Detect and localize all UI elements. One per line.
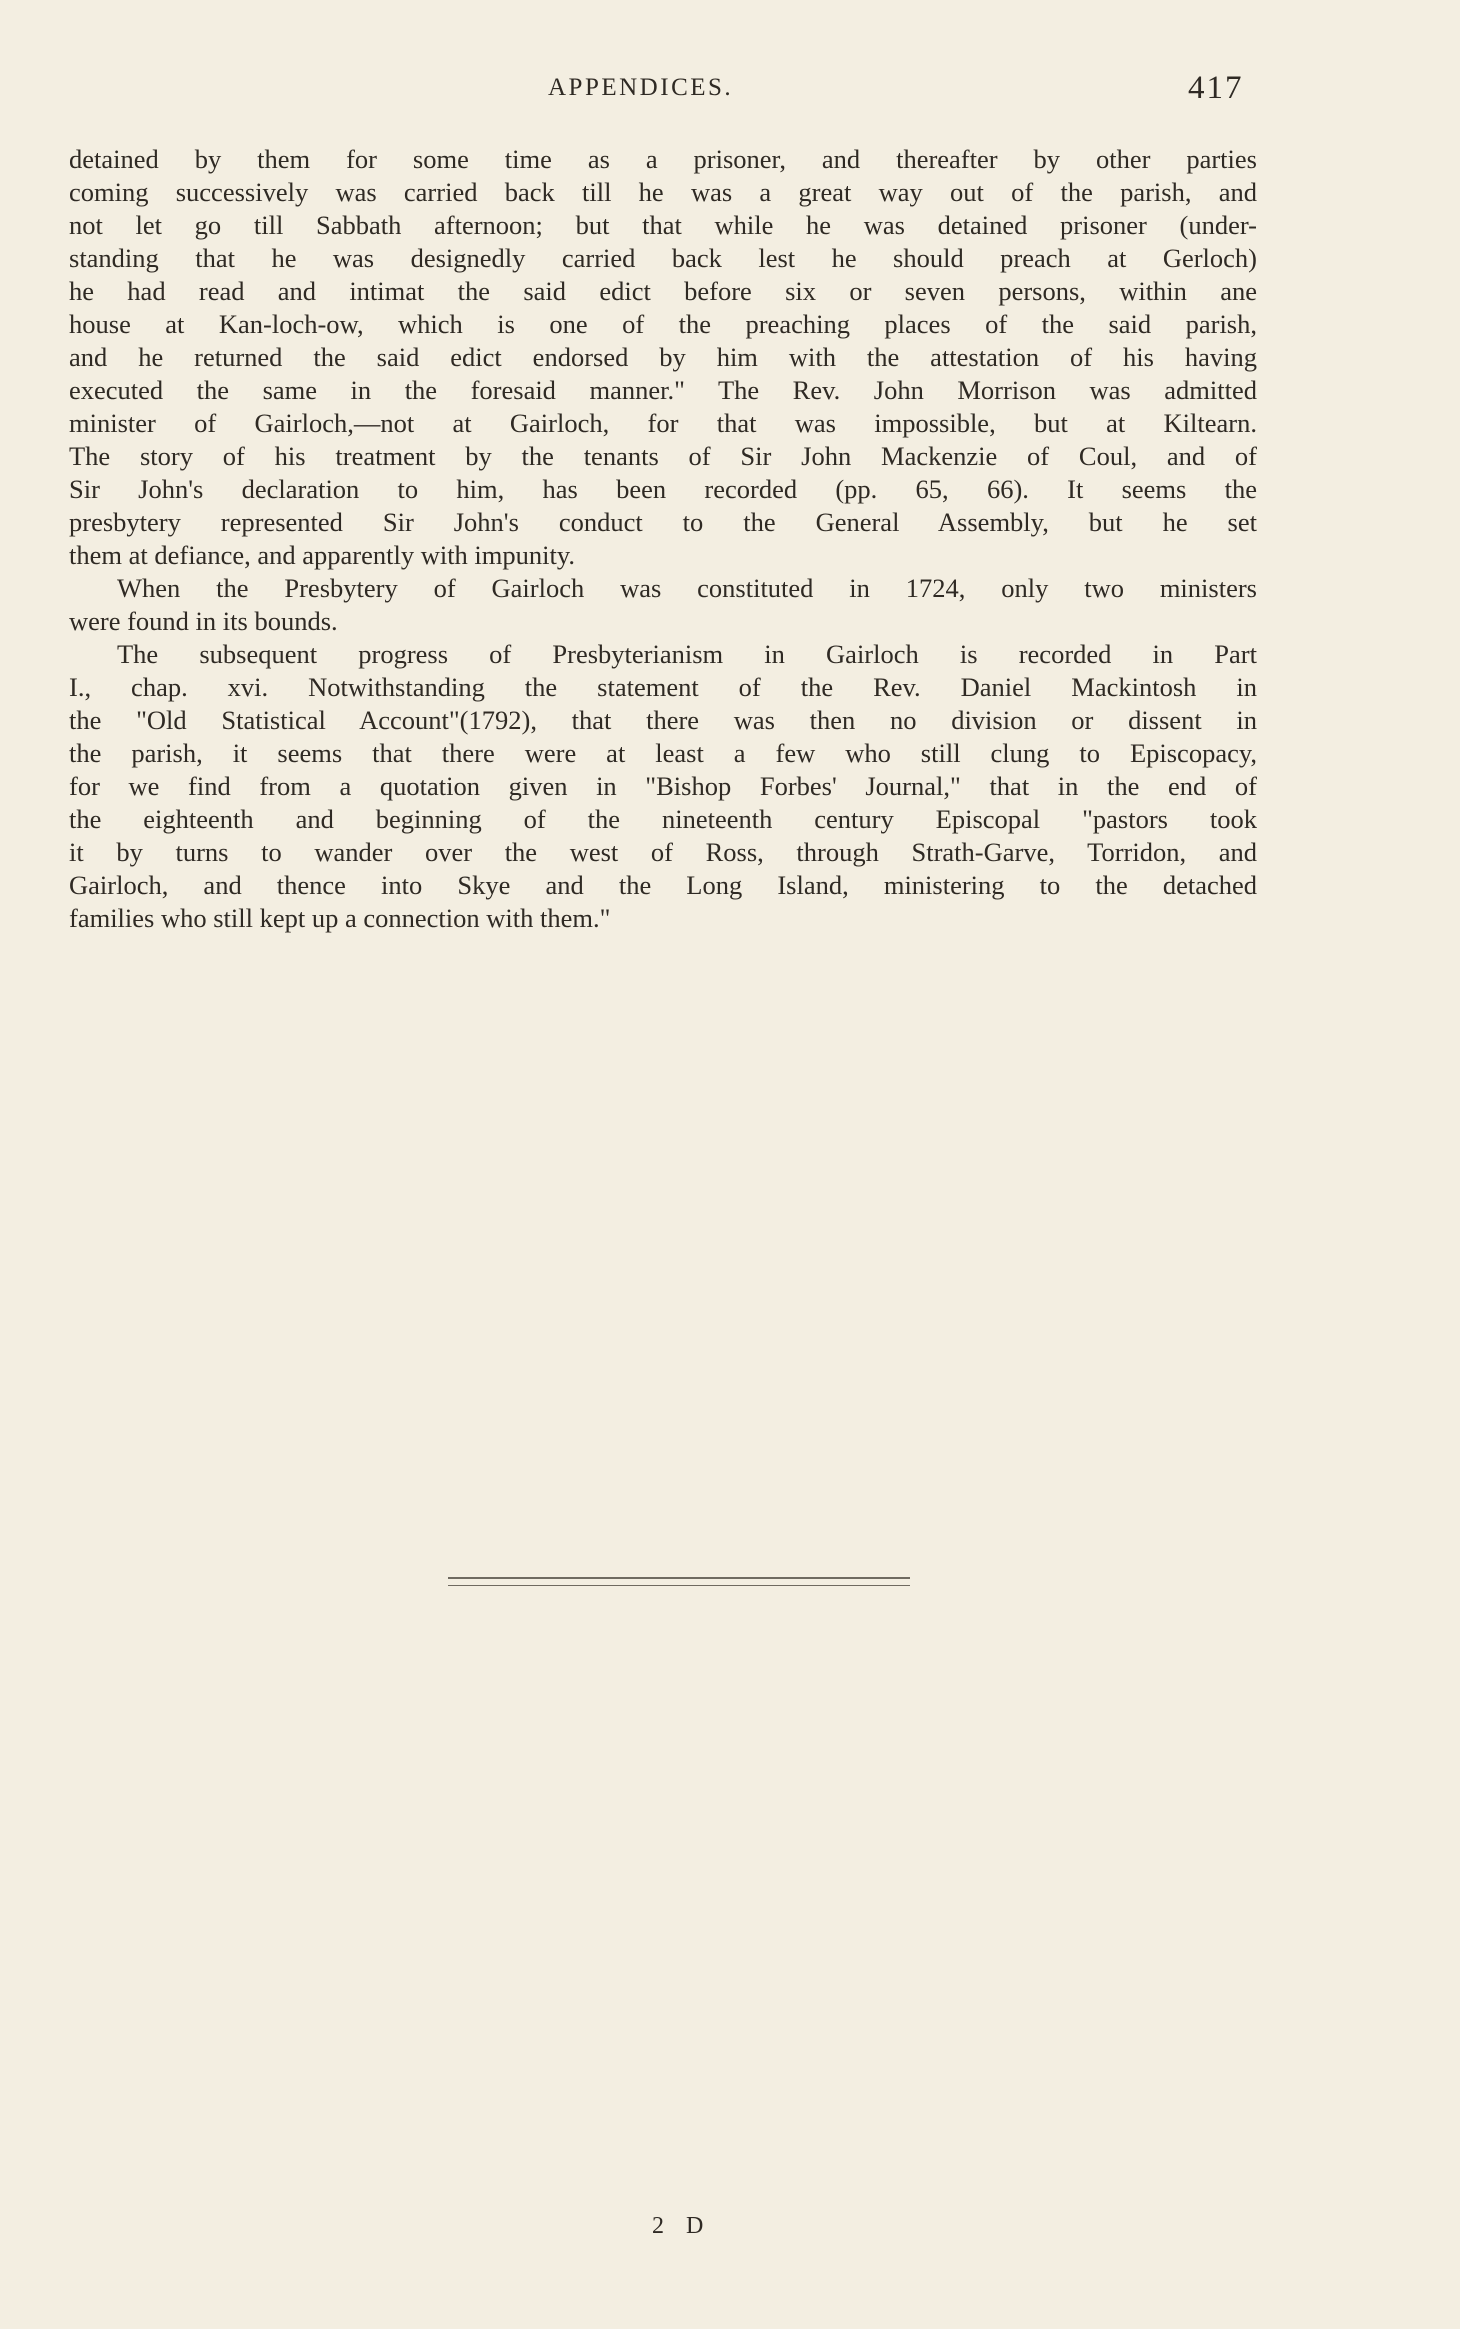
running-title: APPENDICES.	[548, 74, 734, 101]
text-line: house at Kan-loch-ow, which is one of the preaching places of the said parish,	[69, 309, 1257, 339]
text-line: were found in its bounds.	[69, 606, 338, 636]
running-head	[0, 70, 1460, 110]
text-line: detained by them for some time as a prisoner, and thereafter by other parties	[69, 144, 1257, 174]
text-line: it by turns to wander over the west of Ross, through Strath-Garve, Torridon, and	[69, 837, 1257, 867]
text-line: Gairloch, and thence into Skye and the Long Island, ministering to the detached	[69, 870, 1257, 900]
text-line: the eighteenth and beginning of the nineteenth century Episcopal "pastors took	[69, 804, 1257, 834]
text-line: not let go till Sabbath afternoon; but that while he was detained prisoner (under-	[69, 210, 1257, 240]
text-line: presbytery represented Sir John's conduct to the General Assembly, but he set	[69, 507, 1257, 537]
text-line: he had read and intimat the said edict before six or seven persons, within ane	[69, 276, 1257, 306]
text-line: I., chap. xvi. Notwithstanding the statement of the Rev. Daniel Mackintosh in	[69, 672, 1257, 702]
page-number: 417	[1188, 70, 1244, 106]
signature-mark: 2 D	[652, 2213, 712, 2239]
body-text	[69, 143, 1257, 935]
text-line: and he returned the said edict endorsed by him with the attestation of his having	[69, 342, 1257, 372]
text-line: The story of his treatment by the tenants of Sir John Mackenzie of Coul, and of	[69, 441, 1257, 471]
text-line: Sir John's declaration to him, has been recorded (pp. 65, 66). It seems the	[69, 474, 1257, 504]
text-line: When the Presbytery of Gairloch was constituted in 1724, only two ministers	[117, 573, 1257, 603]
text-line: The subsequent progress of Presbyterianism in Gairloch is recorded in Part	[117, 639, 1257, 669]
text-line: executed the same in the foresaid manner." The Rev. John Morrison was admitted	[69, 375, 1257, 405]
text-line: them at defiance, and apparently with impunity.	[69, 540, 576, 570]
text-line: standing that he was designedly carried back lest he should preach at Gerloch)	[69, 243, 1257, 273]
text-line: families who still kept up a connection with them."	[69, 903, 611, 933]
text-line: the "Old Statistical Account"(1792), that there was then no division or dissent in	[69, 705, 1257, 735]
text-line: the parish, it seems that there were at least a few who still clung to Episcopacy,	[69, 738, 1257, 768]
text-line: minister of Gairloch,—not at Gairloch, for that was impossible, but at Kiltearn.	[69, 408, 1257, 438]
text-line: coming successively was carried back till he was a great way out of the parish, and	[69, 177, 1257, 207]
section-end-rule	[448, 1577, 910, 1586]
text-line: for we find from a quotation given in "Bishop Forbes' Journal," that in the end of	[69, 771, 1257, 801]
